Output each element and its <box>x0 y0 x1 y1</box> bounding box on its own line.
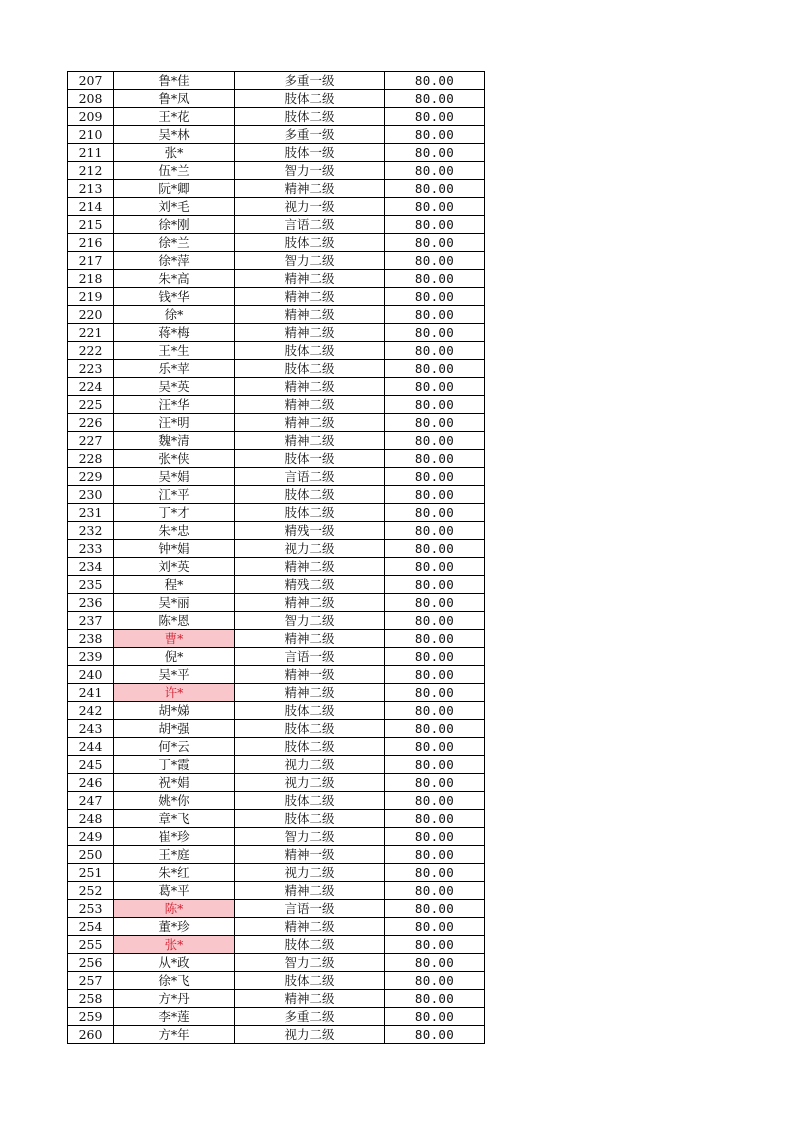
amount-cell: 80.00 <box>385 180 485 198</box>
amount-cell: 80.00 <box>385 864 485 882</box>
disability-type-cell: 精残一级 <box>235 522 385 540</box>
row-number-cell: 236 <box>68 594 114 612</box>
amount-cell: 80.00 <box>385 342 485 360</box>
table-row <box>68 252 485 270</box>
name-cell: 方*丹 <box>114 990 235 1008</box>
amount-cell: 80.00 <box>385 702 485 720</box>
name-cell: 从*政 <box>114 954 235 972</box>
table-row <box>68 702 485 720</box>
amount-cell: 80.00 <box>385 198 485 216</box>
amount-cell: 80.00 <box>385 846 485 864</box>
table-row <box>68 180 485 198</box>
table-row <box>68 324 485 342</box>
table-row <box>68 108 485 126</box>
name-cell: 李*莲 <box>114 1008 235 1026</box>
amount-cell: 80.00 <box>385 414 485 432</box>
table-row <box>68 936 485 954</box>
name-cell: 朱*高 <box>114 270 235 288</box>
name-cell: 倪* <box>114 648 235 666</box>
table-row <box>68 648 485 666</box>
row-number-cell: 229 <box>68 468 114 486</box>
table-row <box>68 882 485 900</box>
table-row <box>68 810 485 828</box>
amount-cell: 80.00 <box>385 450 485 468</box>
row-number-cell: 230 <box>68 486 114 504</box>
name-cell: 章*飞 <box>114 810 235 828</box>
table-row <box>68 360 485 378</box>
row-number-cell: 221 <box>68 324 114 342</box>
table-row <box>68 540 485 558</box>
row-number-cell: 257 <box>68 972 114 990</box>
name-cell: 徐* <box>114 306 235 324</box>
amount-cell: 80.00 <box>385 612 485 630</box>
row-number-cell: 225 <box>68 396 114 414</box>
amount-cell: 80.00 <box>385 270 485 288</box>
disability-type-cell: 肢体二级 <box>235 234 385 252</box>
name-cell: 吴*丽 <box>114 594 235 612</box>
row-number-cell: 242 <box>68 702 114 720</box>
row-number-cell: 233 <box>68 540 114 558</box>
row-number-cell: 259 <box>68 1008 114 1026</box>
table-row <box>68 990 485 1008</box>
table-row <box>68 450 485 468</box>
row-number-cell: 243 <box>68 720 114 738</box>
table-row <box>68 270 485 288</box>
row-number-cell: 239 <box>68 648 114 666</box>
disability-type-cell: 智力一级 <box>235 162 385 180</box>
name-cell: 张* <box>114 144 235 162</box>
table-row <box>68 216 485 234</box>
amount-cell: 80.00 <box>385 630 485 648</box>
name-cell: 徐*萍 <box>114 252 235 270</box>
table-row <box>68 576 485 594</box>
amount-cell: 80.00 <box>385 756 485 774</box>
name-cell: 方*年 <box>114 1026 235 1044</box>
row-number-cell: 215 <box>68 216 114 234</box>
row-number-cell: 220 <box>68 306 114 324</box>
amount-cell: 80.00 <box>385 432 485 450</box>
disability-type-cell: 精神二级 <box>235 630 385 648</box>
table-row <box>68 486 485 504</box>
row-number-cell: 231 <box>68 504 114 522</box>
disability-type-cell: 精神二级 <box>235 684 385 702</box>
table-row <box>68 756 485 774</box>
row-number-cell: 256 <box>68 954 114 972</box>
name-cell: 王*生 <box>114 342 235 360</box>
table-row <box>68 432 485 450</box>
table-row <box>68 144 485 162</box>
amount-cell: 80.00 <box>385 162 485 180</box>
name-cell: 汪*华 <box>114 396 235 414</box>
amount-cell: 80.00 <box>385 288 485 306</box>
disability-type-cell: 言语二级 <box>235 216 385 234</box>
disability-type-cell: 精神二级 <box>235 324 385 342</box>
row-number-cell: 227 <box>68 432 114 450</box>
table-row <box>68 828 485 846</box>
amount-cell: 80.00 <box>385 1026 485 1044</box>
disability-type-cell: 精神二级 <box>235 270 385 288</box>
table-row <box>68 306 485 324</box>
row-number-cell: 219 <box>68 288 114 306</box>
amount-cell: 80.00 <box>385 360 485 378</box>
disability-type-cell: 肢体二级 <box>235 936 385 954</box>
amount-cell: 80.00 <box>385 918 485 936</box>
amount-cell: 80.00 <box>385 792 485 810</box>
table-row <box>68 1026 485 1044</box>
disability-type-cell: 精残二级 <box>235 576 385 594</box>
table-row <box>68 396 485 414</box>
table-row <box>68 846 485 864</box>
row-number-cell: 210 <box>68 126 114 144</box>
table-row <box>68 126 485 144</box>
row-number-cell: 212 <box>68 162 114 180</box>
disability-type-cell: 视力二级 <box>235 1026 385 1044</box>
disability-type-cell: 智力二级 <box>235 252 385 270</box>
disability-type-cell: 精神一级 <box>235 846 385 864</box>
name-cell: 江*平 <box>114 486 235 504</box>
row-number-cell: 217 <box>68 252 114 270</box>
amount-cell: 80.00 <box>385 144 485 162</box>
table-body <box>68 72 485 1044</box>
name-cell: 何*云 <box>114 738 235 756</box>
disability-type-cell: 精神二级 <box>235 558 385 576</box>
name-cell: 许* <box>114 684 235 702</box>
table-row <box>68 630 485 648</box>
name-cell: 丁*霞 <box>114 756 235 774</box>
row-number-cell: 211 <box>68 144 114 162</box>
name-cell: 陈* <box>114 900 235 918</box>
row-number-cell: 218 <box>68 270 114 288</box>
name-cell: 吴*娟 <box>114 468 235 486</box>
name-cell: 乐*苹 <box>114 360 235 378</box>
table-row <box>68 954 485 972</box>
table-row <box>68 792 485 810</box>
row-number-cell: 241 <box>68 684 114 702</box>
name-cell: 祝*娟 <box>114 774 235 792</box>
amount-cell: 80.00 <box>385 252 485 270</box>
name-cell: 朱*红 <box>114 864 235 882</box>
row-number-cell: 238 <box>68 630 114 648</box>
name-cell: 刘*毛 <box>114 198 235 216</box>
name-cell: 蒋*梅 <box>114 324 235 342</box>
table-row <box>68 234 485 252</box>
table-row <box>68 738 485 756</box>
amount-cell: 80.00 <box>385 468 485 486</box>
name-cell: 崔*珍 <box>114 828 235 846</box>
amount-cell: 80.00 <box>385 954 485 972</box>
disability-type-cell: 多重一级 <box>235 72 385 90</box>
name-cell: 汪*明 <box>114 414 235 432</box>
table-row <box>68 666 485 684</box>
name-cell: 朱*忠 <box>114 522 235 540</box>
disability-type-cell: 精神二级 <box>235 396 385 414</box>
amount-cell: 80.00 <box>385 684 485 702</box>
amount-cell: 80.00 <box>385 396 485 414</box>
disability-type-cell: 肢体二级 <box>235 504 385 522</box>
amount-cell: 80.00 <box>385 324 485 342</box>
disability-type-cell: 视力二级 <box>235 756 385 774</box>
table-row <box>68 198 485 216</box>
table-row <box>68 594 485 612</box>
table-row <box>68 468 485 486</box>
row-number-cell: 244 <box>68 738 114 756</box>
row-number-cell: 213 <box>68 180 114 198</box>
disability-type-cell: 多重一级 <box>235 126 385 144</box>
data-table <box>67 71 485 1044</box>
row-number-cell: 253 <box>68 900 114 918</box>
row-number-cell: 237 <box>68 612 114 630</box>
row-number-cell: 255 <box>68 936 114 954</box>
amount-cell: 80.00 <box>385 1008 485 1026</box>
name-cell: 鲁*凤 <box>114 90 235 108</box>
disability-type-cell: 精神二级 <box>235 288 385 306</box>
disability-type-cell: 智力二级 <box>235 954 385 972</box>
amount-cell: 80.00 <box>385 576 485 594</box>
row-number-cell: 224 <box>68 378 114 396</box>
name-cell: 陈*恩 <box>114 612 235 630</box>
disability-type-cell: 视力二级 <box>235 540 385 558</box>
disability-type-cell: 精神二级 <box>235 414 385 432</box>
amount-cell: 80.00 <box>385 774 485 792</box>
row-number-cell: 207 <box>68 72 114 90</box>
name-cell: 徐*兰 <box>114 234 235 252</box>
row-number-cell: 208 <box>68 90 114 108</box>
disability-type-cell: 肢体二级 <box>235 720 385 738</box>
name-cell: 丁*才 <box>114 504 235 522</box>
amount-cell: 80.00 <box>385 558 485 576</box>
name-cell: 葛*平 <box>114 882 235 900</box>
table-row <box>68 972 485 990</box>
row-number-cell: 226 <box>68 414 114 432</box>
amount-cell: 80.00 <box>385 90 485 108</box>
row-number-cell: 247 <box>68 792 114 810</box>
row-number-cell: 223 <box>68 360 114 378</box>
disability-type-cell: 肢体一级 <box>235 144 385 162</box>
amount-cell: 80.00 <box>385 504 485 522</box>
name-cell: 胡*娣 <box>114 702 235 720</box>
disability-type-cell: 精神二级 <box>235 918 385 936</box>
amount-cell: 80.00 <box>385 936 485 954</box>
table-row <box>68 414 485 432</box>
row-number-cell: 228 <box>68 450 114 468</box>
amount-cell: 80.00 <box>385 522 485 540</box>
disability-type-cell: 肢体二级 <box>235 702 385 720</box>
name-cell: 曹* <box>114 630 235 648</box>
disability-type-cell: 精神一级 <box>235 666 385 684</box>
disability-type-cell: 精神二级 <box>235 594 385 612</box>
row-number-cell: 251 <box>68 864 114 882</box>
disability-type-cell: 精神二级 <box>235 306 385 324</box>
disability-type-cell: 肢体二级 <box>235 792 385 810</box>
table-row <box>68 864 485 882</box>
table-row <box>68 1008 485 1026</box>
row-number-cell: 246 <box>68 774 114 792</box>
name-cell: 刘*英 <box>114 558 235 576</box>
disability-type-cell: 肢体二级 <box>235 972 385 990</box>
disability-type-cell: 多重二级 <box>235 1008 385 1026</box>
table-row <box>68 522 485 540</box>
disability-type-cell: 视力一级 <box>235 198 385 216</box>
table-row <box>68 684 485 702</box>
amount-cell: 80.00 <box>385 666 485 684</box>
disability-type-cell: 肢体一级 <box>235 450 385 468</box>
amount-cell: 80.00 <box>385 882 485 900</box>
row-number-cell: 258 <box>68 990 114 1008</box>
name-cell: 阮*卿 <box>114 180 235 198</box>
disability-type-cell: 言语二级 <box>235 468 385 486</box>
disability-type-cell: 肢体二级 <box>235 486 385 504</box>
disability-type-cell: 肢体二级 <box>235 108 385 126</box>
amount-cell: 80.00 <box>385 828 485 846</box>
table-row <box>68 504 485 522</box>
amount-cell: 80.00 <box>385 378 485 396</box>
amount-cell: 80.00 <box>385 720 485 738</box>
amount-cell: 80.00 <box>385 738 485 756</box>
row-number-cell: 252 <box>68 882 114 900</box>
amount-cell: 80.00 <box>385 486 485 504</box>
table-row <box>68 900 485 918</box>
table-row <box>68 612 485 630</box>
name-cell: 徐*刚 <box>114 216 235 234</box>
name-cell: 钱*华 <box>114 288 235 306</box>
disability-type-cell: 肢体二级 <box>235 738 385 756</box>
table-row <box>68 378 485 396</box>
row-number-cell: 240 <box>68 666 114 684</box>
disability-type-cell: 智力二级 <box>235 828 385 846</box>
name-cell: 吴*英 <box>114 378 235 396</box>
disability-type-cell: 精神二级 <box>235 432 385 450</box>
table-row <box>68 774 485 792</box>
disability-type-cell: 精神二级 <box>235 378 385 396</box>
name-cell: 魏*清 <box>114 432 235 450</box>
table-row <box>68 918 485 936</box>
name-cell: 张* <box>114 936 235 954</box>
amount-cell: 80.00 <box>385 108 485 126</box>
amount-cell: 80.00 <box>385 972 485 990</box>
name-cell: 吴*平 <box>114 666 235 684</box>
amount-cell: 80.00 <box>385 810 485 828</box>
disability-type-cell: 言语一级 <box>235 900 385 918</box>
table-row <box>68 72 485 90</box>
name-cell: 吴*林 <box>114 126 235 144</box>
name-cell: 钟*娟 <box>114 540 235 558</box>
row-number-cell: 250 <box>68 846 114 864</box>
amount-cell: 80.00 <box>385 126 485 144</box>
name-cell: 伍*兰 <box>114 162 235 180</box>
table-row <box>68 342 485 360</box>
amount-cell: 80.00 <box>385 216 485 234</box>
disability-type-cell: 精神二级 <box>235 882 385 900</box>
row-number-cell: 216 <box>68 234 114 252</box>
row-number-cell: 234 <box>68 558 114 576</box>
amount-cell: 80.00 <box>385 72 485 90</box>
row-number-cell: 248 <box>68 810 114 828</box>
row-number-cell: 222 <box>68 342 114 360</box>
disability-type-cell: 精神二级 <box>235 990 385 1008</box>
row-number-cell: 209 <box>68 108 114 126</box>
disability-type-cell: 智力二级 <box>235 612 385 630</box>
name-cell: 王*花 <box>114 108 235 126</box>
table-row <box>68 288 485 306</box>
disability-type-cell: 肢体二级 <box>235 90 385 108</box>
name-cell: 董*珍 <box>114 918 235 936</box>
name-cell: 徐*飞 <box>114 972 235 990</box>
disability-type-cell: 视力二级 <box>235 774 385 792</box>
disability-type-cell: 视力二级 <box>235 864 385 882</box>
name-cell: 王*庭 <box>114 846 235 864</box>
amount-cell: 80.00 <box>385 306 485 324</box>
table-row <box>68 558 485 576</box>
amount-cell: 80.00 <box>385 900 485 918</box>
amount-cell: 80.00 <box>385 540 485 558</box>
table-row <box>68 162 485 180</box>
disability-type-cell: 肢体二级 <box>235 810 385 828</box>
disability-type-cell: 肢体二级 <box>235 360 385 378</box>
amount-cell: 80.00 <box>385 594 485 612</box>
name-cell: 张*侠 <box>114 450 235 468</box>
disability-type-cell: 肢体二级 <box>235 342 385 360</box>
row-number-cell: 245 <box>68 756 114 774</box>
amount-cell: 80.00 <box>385 234 485 252</box>
row-number-cell: 232 <box>68 522 114 540</box>
disability-type-cell: 精神二级 <box>235 180 385 198</box>
amount-cell: 80.00 <box>385 990 485 1008</box>
row-number-cell: 260 <box>68 1026 114 1044</box>
name-cell: 鲁*佳 <box>114 72 235 90</box>
row-number-cell: 214 <box>68 198 114 216</box>
row-number-cell: 235 <box>68 576 114 594</box>
row-number-cell: 254 <box>68 918 114 936</box>
name-cell: 程* <box>114 576 235 594</box>
table-row <box>68 720 485 738</box>
amount-cell: 80.00 <box>385 648 485 666</box>
row-number-cell: 249 <box>68 828 114 846</box>
name-cell: 姚*你 <box>114 792 235 810</box>
name-cell: 胡*强 <box>114 720 235 738</box>
disability-type-cell: 言语一级 <box>235 648 385 666</box>
table-row <box>68 90 485 108</box>
